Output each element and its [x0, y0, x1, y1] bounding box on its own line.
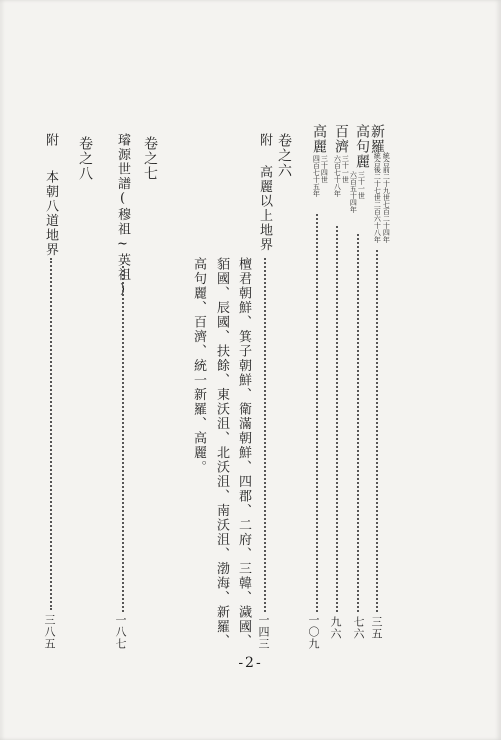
entry-silla-page: 三五	[370, 616, 383, 640]
vol7-page: 一八七	[114, 614, 127, 650]
entry-goryeo-note-2: 四百七十五年	[312, 155, 321, 197]
entry-baekje-leader-dots	[336, 226, 338, 612]
entry-silla-leader-dots	[376, 250, 378, 612]
entry-silla-note-1: 統合前二十九世七百二十四年	[382, 152, 391, 243]
entry-baekje-page: 九六	[329, 616, 342, 640]
entry-goguryeo-leader-dots	[357, 234, 359, 612]
entry-goguryeo-page: 七六	[352, 616, 365, 640]
vol6-title: 卷之六	[276, 133, 292, 178]
entry-goryeo-note-1: 三十四世	[320, 155, 329, 183]
entry-goguryeo-note-2: 六百五十四年	[349, 171, 358, 213]
vol6-leader-dots	[264, 258, 266, 612]
entry-silla-note-2: 統合後二十七世二百六十八年	[373, 152, 382, 243]
entry-baekje-note-1: 三十一世	[341, 155, 350, 183]
page-number: -2-	[238, 655, 263, 671]
vol6-page: 一四三	[257, 614, 270, 650]
entry-goryeo-title: 高麗	[311, 124, 327, 154]
entry-goguryeo-note-1: 三十一世	[357, 171, 366, 199]
vol6-content-line-3: 高句麗、百濟、統一新羅、高麗。	[191, 257, 206, 475]
vol8-appendix-mark: 附	[43, 133, 58, 148]
vol8-page: 三八五	[43, 614, 56, 650]
vol8-leader-dots	[50, 258, 52, 610]
vol7-leader-dots	[122, 262, 124, 612]
entry-goguryeo-title: 高句麗	[354, 124, 370, 169]
vol8-appendix-title: 本朝八道地界	[43, 170, 58, 257]
entry-silla-title: 新羅	[369, 124, 385, 154]
vol7-title: 卷之七	[142, 136, 158, 181]
vol6-appendix-mark: 附	[257, 133, 272, 148]
vol6-appendix-title: 高麗以上地界	[257, 165, 272, 252]
vol7-subtitle: 璿源世譜(穆祖~英祖)	[115, 133, 130, 299]
entry-goryeo-page: 一〇九	[307, 614, 320, 650]
vol6-content-line-2: 貊國、辰國、扶餘、東沃沮、北沃沮、南沃沮、渤海、新羅、	[214, 257, 229, 649]
entry-baekje-title: 百濟	[333, 124, 349, 154]
vol8-title: 卷之八	[77, 136, 93, 181]
vol6-content-line-1: 檀君朝鮮、箕子朝鮮、衛滿朝鮮、四郡、二府、三韓、濊國、	[236, 257, 251, 649]
entry-goryeo-leader-dots	[316, 214, 318, 612]
entry-baekje-note-2: 六百七十八年	[333, 155, 342, 197]
